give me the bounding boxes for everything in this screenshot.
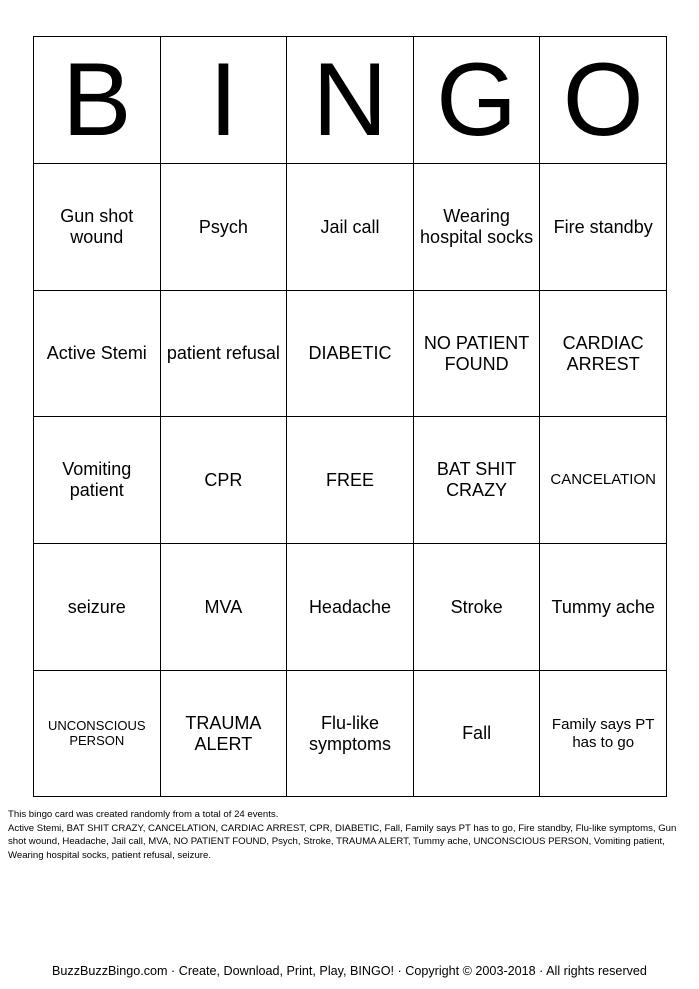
bingo-cell: Stroke [413,544,540,671]
bingo-cell: TRAUMA ALERT [160,671,287,797]
bingo-cell: CANCELATION [540,417,667,544]
header-letter-o: O [540,37,667,164]
copyright-footer: BuzzBuzzBingo.com · Create, Download, Print, Play, BINGO! · Copyright © 2003-2018 · All rights reserved [52,964,647,978]
bingo-cell: patient refusal [160,291,287,417]
bingo-cell: Psych [160,164,287,291]
header-letter-g: G [413,37,540,164]
bingo-cell: UNCONSCIOUS PERSON [34,671,161,797]
bingo-cell: Jail call [287,164,414,291]
bingo-cell: Tummy ache [540,544,667,671]
bingo-cell: seizure [34,544,161,671]
bingo-cell: CARDIAC ARREST [540,291,667,417]
bingo-cell: CPR [160,417,287,544]
bingo-cell: MVA [160,544,287,671]
bingo-cell: Family says PT has to go [540,671,667,797]
bingo-cell: Flu-like symptoms [287,671,414,797]
bingo-cell: Vomiting patient [34,417,161,544]
header-letter-b: B [34,37,161,164]
header-letter-i: I [160,37,287,164]
bingo-cell: DIABETIC [287,291,414,417]
bingo-row [34,544,667,671]
event-list-text: Active Stemi, BAT SHIT CRAZY, CANCELATION, CARDIAC ARREST, CPR, DIABETIC, Fall, Family says PT has to go, Fire standby, Flu-like symptoms, Gun shot wound, Headache, Jail call, MVA, NO PATIENT FOUND, Psych, Stroke, TRAUMA ALERT, Tummy ache, UNCONSCIOUS PERSON, Vomiting patient, Wearing hospital socks, patient refusal, seizure. [8,822,677,861]
bingo-cell: NO PATIENT FOUND [413,291,540,417]
bingo-cell: Fire standby [540,164,667,291]
bingo-card [33,36,667,797]
bingo-cell: Gun shot wound [34,164,161,291]
bingo-row [34,671,667,797]
header-row [34,37,667,164]
bingo-row [34,417,667,544]
bingo-cell: Active Stemi [34,291,161,417]
bingo-cell: Wearing hospital socks [413,164,540,291]
bingo-cell: Fall [413,671,540,797]
bingo-cell-free: FREE [287,417,414,544]
bingo-cell: BAT SHIT CRAZY [413,417,540,544]
bingo-cell: Headache [287,544,414,671]
event-count-text: This bingo card was created randomly from a total of 24 events. [8,809,279,820]
header-letter-n: N [287,37,414,164]
bingo-row [34,164,667,291]
event-list-note [8,808,688,862]
bingo-row [34,291,667,417]
